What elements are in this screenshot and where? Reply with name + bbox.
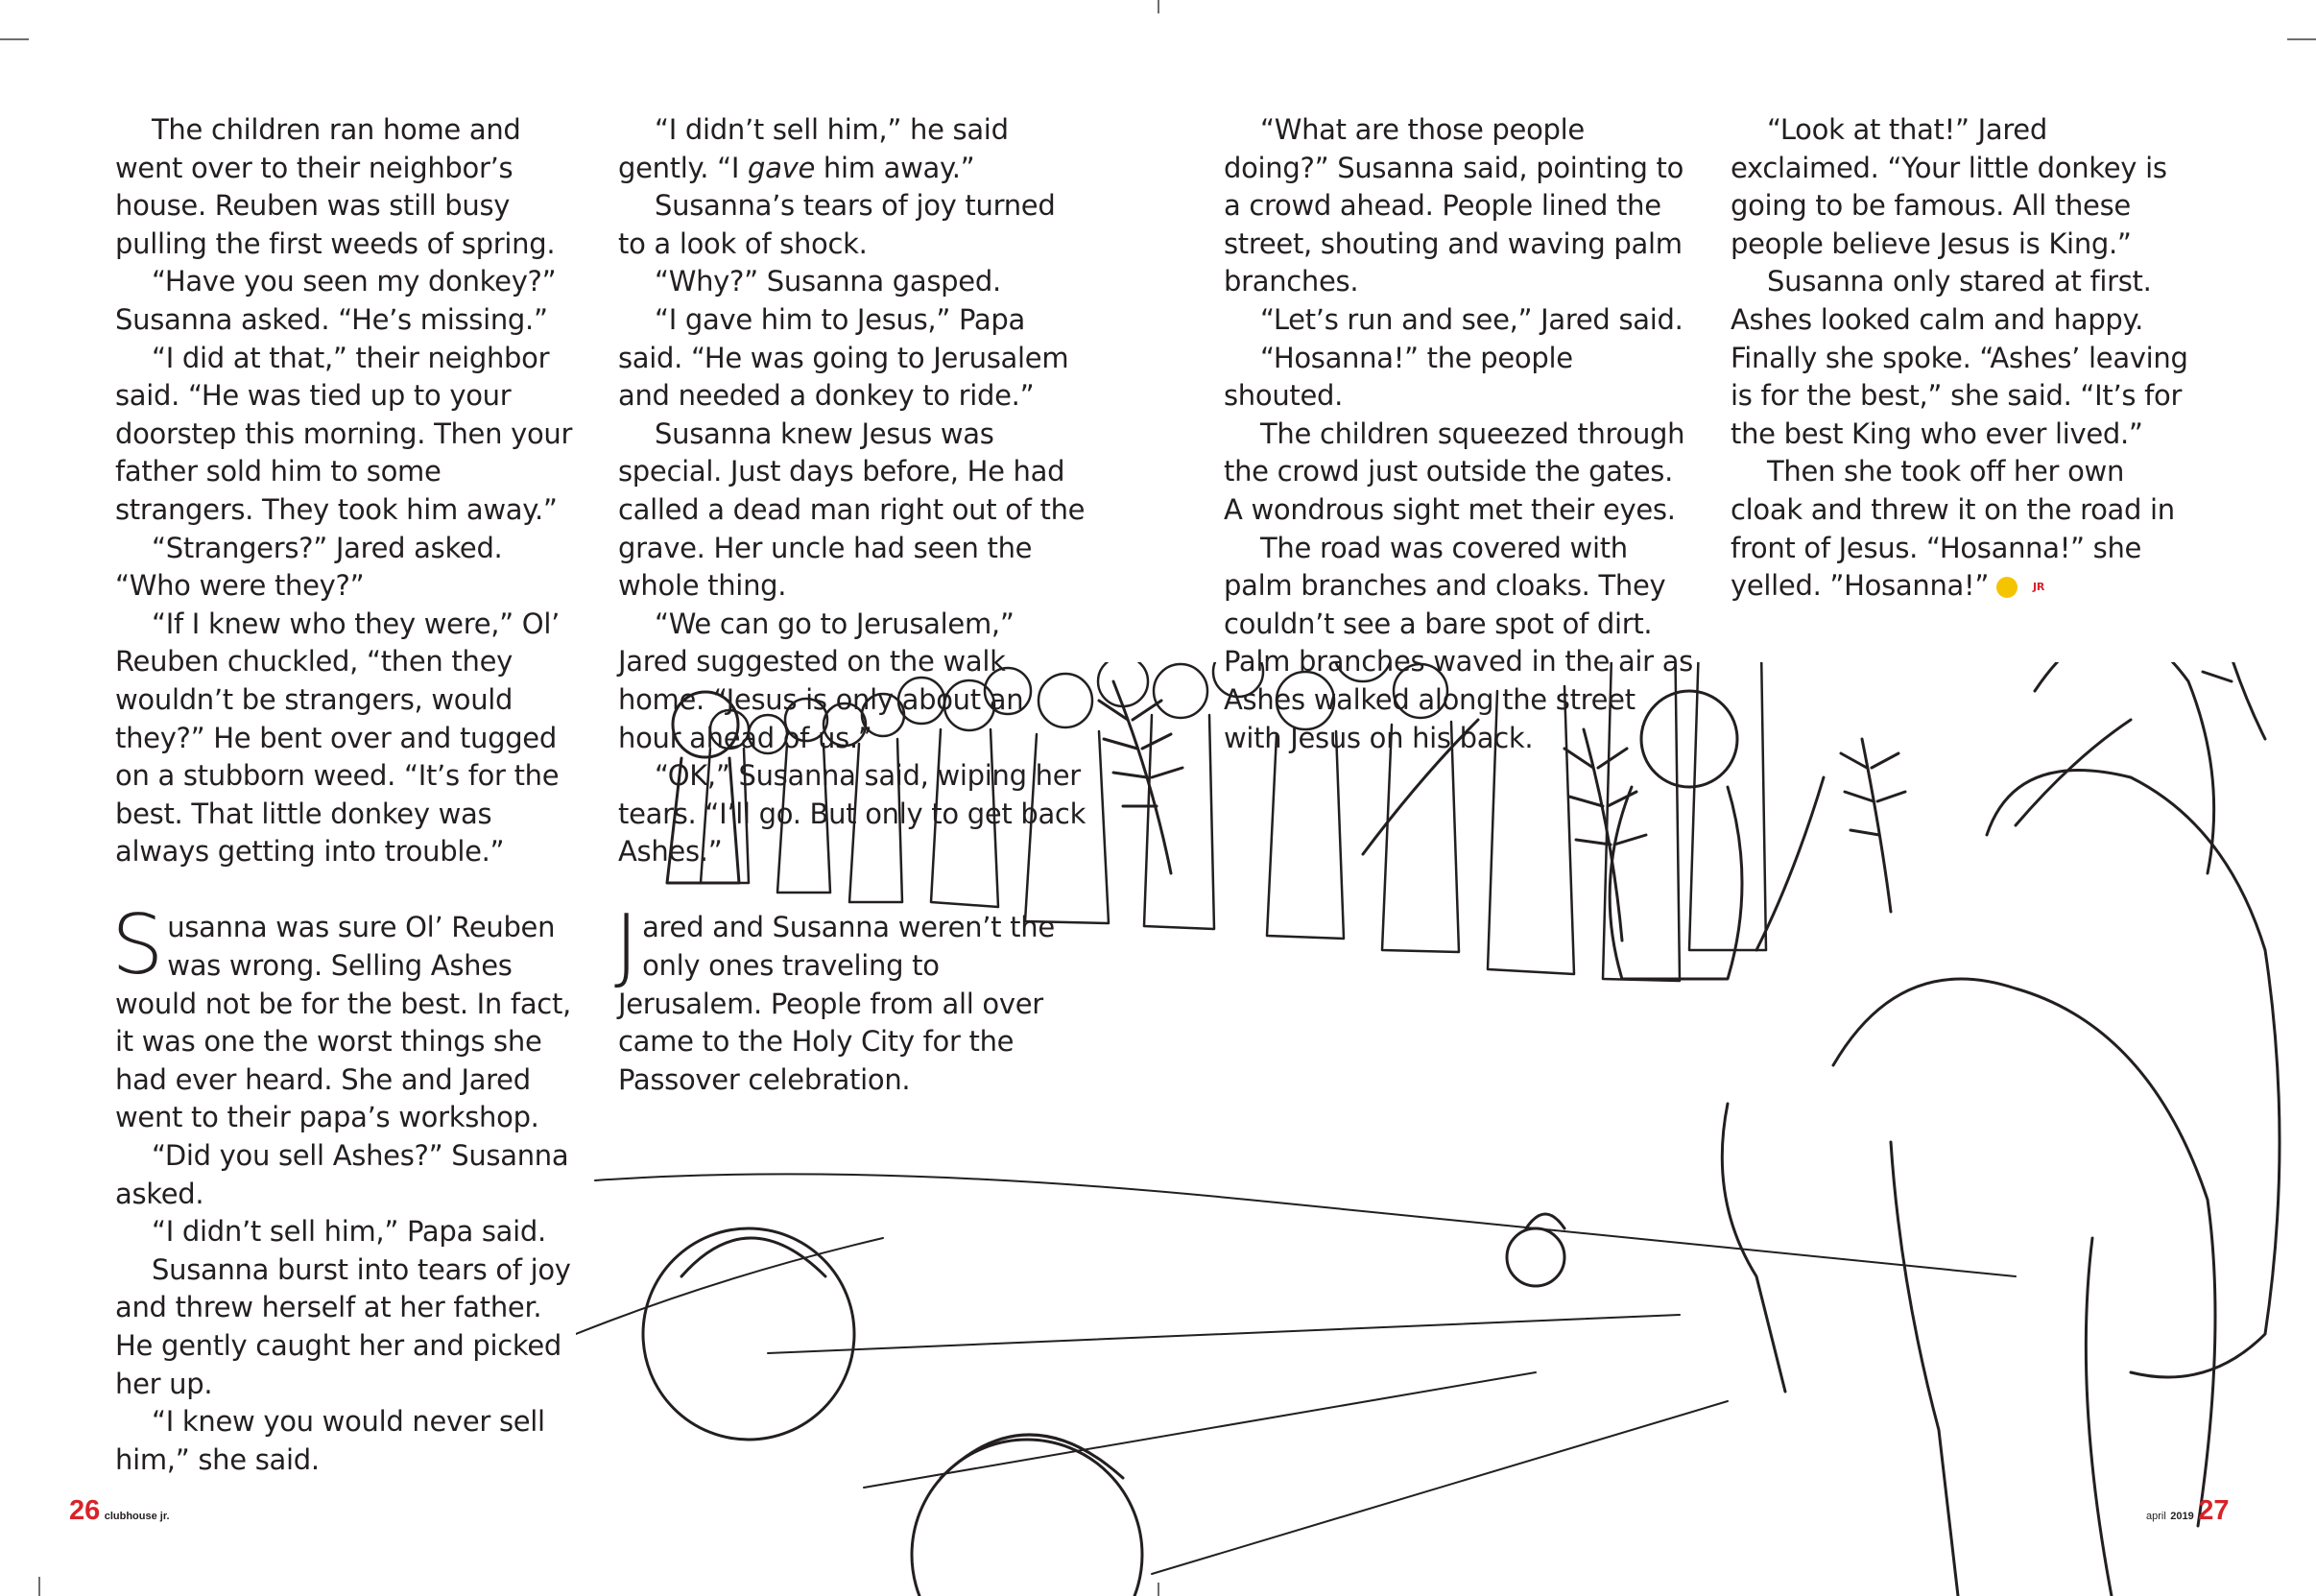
issue-year: 2019 [2170,1511,2194,1522]
paragraph-text: “I didn’t sell him,” he said gently. “I [618,113,1009,184]
paragraph: The children squeezed through the crowd just outside the gates. A wondrous sight met their eyes. [1224,417,1685,526]
paragraph: “What are those people doing?” Susanna said, pointing to a crowd ahead. People lined the street, shouting and waving palm branches. [1224,113,1684,298]
section-opening-paragraph [614,897,1088,1099]
paragraph: Susanna knew Jesus was special. Just days before, He had called a dead man right out of the grave. Her uncle had seen the whole thing. [618,417,1086,603]
end-mark-icon: JR [1996,577,2018,598]
issue-month: april [2146,1511,2166,1522]
paragraph: “Let’s run and see,” Jared said. [1260,302,1683,336]
section-opening-text: usanna was sure Ol’ Reuben was wrong. Selling Ashes would not be for the best. In fact, it was one the worst things she had ever heard. She and Jared went to their papa’s workshop. [115,911,571,1134]
paragraph: “I knew you would never sell him,” she said. [115,1405,545,1476]
paragraph: The children ran home and went over to their neighbor’s house. Reuben was still busy pulling the first weeds of spring. [115,113,556,260]
paragraph: Susanna’s tears of joy turned to a look of shock. [618,189,1056,260]
crop-mark-tr-h [2287,38,2316,40]
paragraph [1731,453,2201,605]
paragraph: “Why?” Susanna gasped. [655,265,1001,298]
section-opening-paragraph [111,897,585,1137]
paragraph: “Strangers?” Jared asked. “Who were they?” [115,531,503,603]
text-column-2 [614,111,1088,1099]
page-number: 26 [69,1495,101,1526]
paragraph: Susanna burst into tears of joy and threw herself at her father. He gently caught her and picked her up. [115,1252,571,1400]
paragraph: “If I knew who they were,” Ol’ Reuben chuckled, “then they wouldn’t be strangers, would they?” He bent over and tugged on a stubborn weed. “It’s for the best. That little donkey was always getting into trouble.” [115,607,561,869]
paragraph: “OK,” Susanna said, wiping her tears. “I’ll go. But only to get back Ashes.” [618,759,1086,869]
paragraph-text: Then she took off her own cloak and threw it on the road in front of Jesus. “Hosanna!” she yelled. ”Hosanna!” [1731,455,2175,603]
folio-right [2146,1495,2229,1527]
paragraph: “Did you sell Ashes?” Susanna asked. [115,1139,569,1210]
paragraph: “Have you seen my donkey?” Susanna asked. “He’s missing.” [115,265,557,336]
drop-cap: S [111,897,164,994]
crop-mark-bl-v [38,1577,40,1596]
paragraph: “Look at that!” Jared exclaimed. “Your little donkey is going to be famous. All these people believe Jesus is King.” [1731,113,2167,260]
page-number: 27 [2198,1495,2230,1526]
drop-cap: J [614,897,639,994]
paragraph: “Hosanna!” the people shouted. [1224,341,1573,413]
publication-name: clubhouse jr. [104,1511,170,1522]
paragraph: “I didn’t sell him,” Papa said. [152,1215,546,1249]
folio-left [69,1495,170,1527]
emphasized-word: gave [748,151,816,184]
section-opening-text: ared and Susanna weren’t the only ones traveling to Jerusalem. People from all over came to the Holy City for the Passover celebration. [618,911,1055,1096]
paragraph [618,111,1088,187]
crop-mark-tl-h [0,38,29,40]
text-column-3 [1224,111,1694,757]
paragraph: “I gave him to Jesus,” Papa said. “He was going to Jerusalem and needed a donkey to ride.” [618,302,1069,413]
paragraph: “We can go to Jerusalem,” Jared suggested on the walk home. “Jesus is only about an hour ahead of us.” [618,607,1024,754]
paragraph-text: him away.” [815,151,975,184]
paragraph: “I did at that,” their neighbor said. “He was tied up to your doorstep this morning. Then your father sold him to some strangers. They took him away.” [115,341,573,526]
text-column-4 [1731,111,2201,606]
crop-mark-top-center [1158,0,1159,13]
paragraph: The road was covered with palm branches and cloaks. They couldn’t see a bare spot of dirt. Palm branches waved in the air as Ashes walked along the street with Jesus on his back. [1224,531,1693,754]
text-column-1 [111,111,585,1479]
paragraph: Susanna only stared at first. Ashes looked calm and happy. Finally she spoke. “Ashes’ leaving is for the best,” she said. “It’s for the best King who ever lived.” [1731,265,2188,450]
